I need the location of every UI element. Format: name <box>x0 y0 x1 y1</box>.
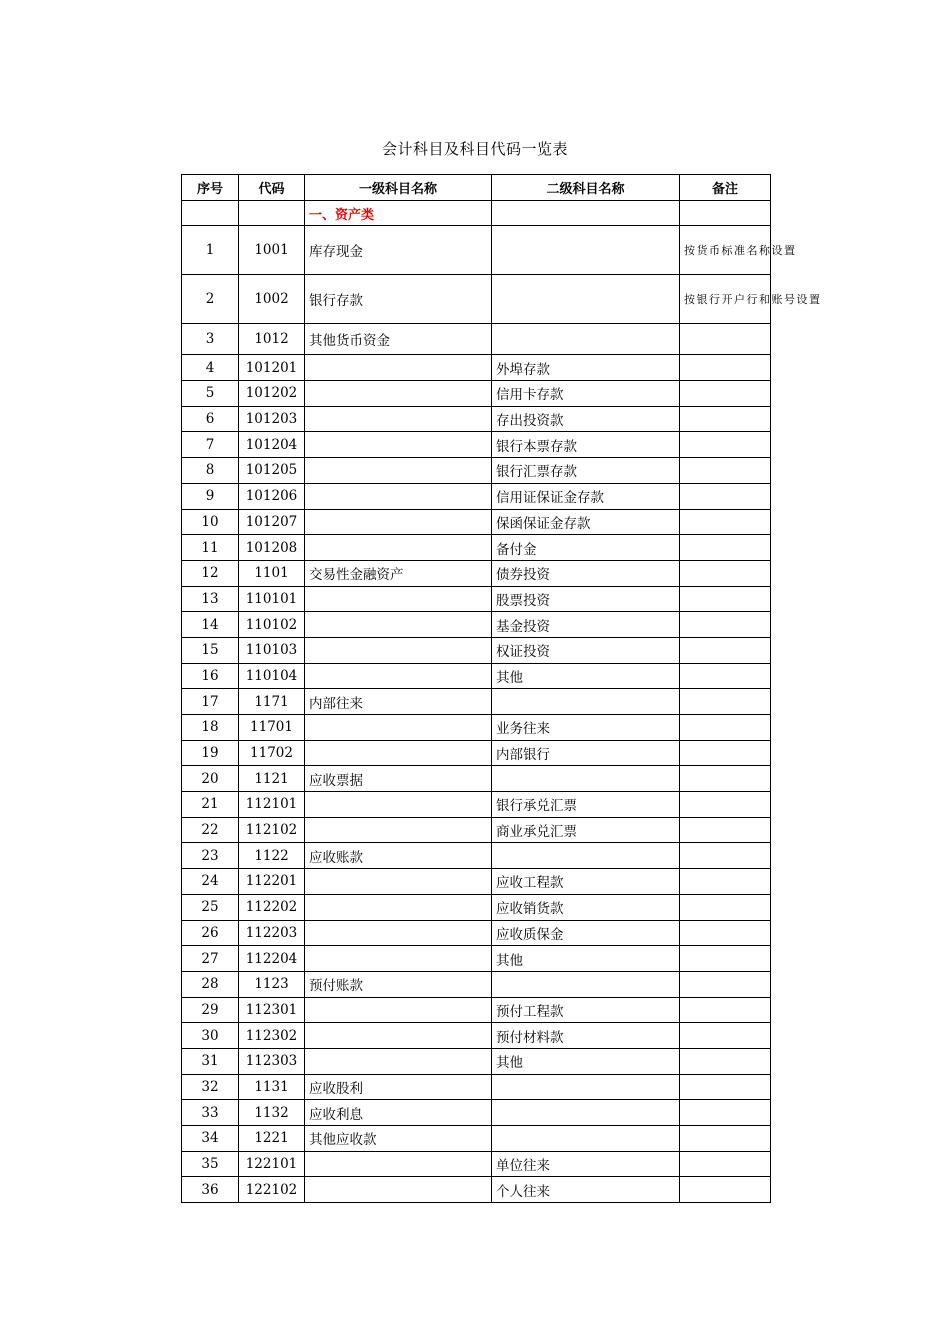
table-row <box>182 740 771 766</box>
table-row <box>182 586 771 612</box>
level1-account-name: 交易性金融资产 <box>305 560 492 586</box>
remarks <box>680 792 771 818</box>
table-row <box>182 894 771 920</box>
table-row <box>182 971 771 997</box>
account-code: 11702 <box>239 740 305 766</box>
level2-account-name <box>492 275 680 324</box>
level1-account-name: 库存现金 <box>305 226 492 275</box>
remarks <box>680 1100 771 1126</box>
remarks <box>680 766 771 792</box>
level2-account-name: 应收工程款 <box>492 869 680 895</box>
header-no: 序号 <box>182 175 239 201</box>
level2-account-name: 备付金 <box>492 535 680 561</box>
row-number: 30 <box>182 1023 239 1049</box>
account-code: 1001 <box>239 226 305 275</box>
account-code: 101208 <box>239 535 305 561</box>
row-number: 36 <box>182 1177 239 1203</box>
account-code: 110101 <box>239 586 305 612</box>
table-row <box>182 381 771 407</box>
level2-account-name: 基金投资 <box>492 612 680 638</box>
remarks <box>680 1023 771 1049</box>
table-row <box>182 817 771 843</box>
remarks <box>680 483 771 509</box>
section-no-cell <box>182 200 239 226</box>
account-code: 1171 <box>239 689 305 715</box>
account-code: 112202 <box>239 894 305 920</box>
level1-account-name <box>305 920 492 946</box>
row-number: 35 <box>182 1151 239 1177</box>
table-row <box>182 997 771 1023</box>
level2-account-name: 其他 <box>492 1048 680 1074</box>
account-code-table <box>181 174 822 1203</box>
account-code: 112301 <box>239 997 305 1023</box>
level1-account-name <box>305 946 492 972</box>
section-label: 一、资产类 <box>305 200 492 226</box>
level2-account-name: 保函保证金存款 <box>492 509 680 535</box>
header-level2-name: 二级科目名称 <box>492 175 680 201</box>
remarks <box>680 560 771 586</box>
remarks <box>680 843 771 869</box>
account-code: 1131 <box>239 1074 305 1100</box>
level1-account-name <box>305 869 492 895</box>
level1-account-name <box>305 894 492 920</box>
level2-account-name <box>492 843 680 869</box>
level2-account-name <box>492 1126 680 1152</box>
account-code: 112204 <box>239 946 305 972</box>
remarks <box>680 740 771 766</box>
account-code: 1012 <box>239 324 305 355</box>
table-header-row <box>182 175 771 201</box>
level2-account-name: 银行承兑汇票 <box>492 792 680 818</box>
table-row <box>182 637 771 663</box>
remarks <box>680 946 771 972</box>
table-row <box>182 324 771 355</box>
level1-account-name: 应收利息 <box>305 1100 492 1126</box>
remarks <box>680 920 771 946</box>
level1-account-name <box>305 586 492 612</box>
row-number: 24 <box>182 869 239 895</box>
level2-account-name: 内部银行 <box>492 740 680 766</box>
level2-account-name: 信用卡存款 <box>492 381 680 407</box>
table-row <box>182 535 771 561</box>
level1-account-name: 其他应收款 <box>305 1126 492 1152</box>
table-row <box>182 355 771 381</box>
document-title: 会计科目及科目代码一览表 <box>381 140 568 158</box>
remarks <box>680 1074 771 1100</box>
account-code: 110103 <box>239 637 305 663</box>
row-number: 19 <box>182 740 239 766</box>
table-row <box>182 843 771 869</box>
account-code: 112303 <box>239 1048 305 1074</box>
remarks <box>680 612 771 638</box>
remarks <box>680 381 771 407</box>
account-code: 122102 <box>239 1177 305 1203</box>
table-row <box>182 869 771 895</box>
level2-account-name: 业务往来 <box>492 715 680 741</box>
level1-account-name: 银行存款 <box>305 275 492 324</box>
row-number: 10 <box>182 509 239 535</box>
table-row <box>182 612 771 638</box>
account-code: 1132 <box>239 1100 305 1126</box>
row-number: 21 <box>182 792 239 818</box>
table-row <box>182 275 771 324</box>
level2-account-name: 其他 <box>492 663 680 689</box>
level1-account-name: 应收票据 <box>305 766 492 792</box>
level2-account-name: 商业承兑汇票 <box>492 817 680 843</box>
account-code: 1121 <box>239 766 305 792</box>
header-code: 代码 <box>239 175 305 201</box>
level1-account-name <box>305 1023 492 1049</box>
table-row <box>182 1100 771 1126</box>
level2-account-name <box>492 689 680 715</box>
remarks <box>680 324 771 355</box>
remarks <box>680 869 771 895</box>
row-number: 9 <box>182 483 239 509</box>
account-code: 101204 <box>239 432 305 458</box>
remarks <box>680 1177 771 1203</box>
account-code: 101202 <box>239 381 305 407</box>
level1-account-name <box>305 663 492 689</box>
level2-account-name: 股票投资 <box>492 586 680 612</box>
level1-account-name: 应收账款 <box>305 843 492 869</box>
level1-account-name <box>305 997 492 1023</box>
row-number: 12 <box>182 560 239 586</box>
level1-account-name <box>305 355 492 381</box>
level1-account-name <box>305 432 492 458</box>
account-code: 1101 <box>239 560 305 586</box>
row-number: 18 <box>182 715 239 741</box>
level1-account-name <box>305 637 492 663</box>
row-number: 26 <box>182 920 239 946</box>
row-number: 23 <box>182 843 239 869</box>
account-code: 101206 <box>239 483 305 509</box>
level2-account-name: 银行汇票存款 <box>492 458 680 484</box>
table-row <box>182 663 771 689</box>
account-code: 112203 <box>239 920 305 946</box>
level2-account-name <box>492 766 680 792</box>
level2-account-name: 应收质保金 <box>492 920 680 946</box>
level1-account-name <box>305 792 492 818</box>
table-row <box>182 432 771 458</box>
level2-account-name: 债券投资 <box>492 560 680 586</box>
table-row <box>182 1177 771 1203</box>
table-row <box>182 689 771 715</box>
row-number: 20 <box>182 766 239 792</box>
account-code: 1123 <box>239 971 305 997</box>
table-row <box>182 1048 771 1074</box>
level2-account-name: 单位往来 <box>492 1151 680 1177</box>
row-number: 29 <box>182 997 239 1023</box>
row-number: 11 <box>182 535 239 561</box>
level2-account-name: 银行本票存款 <box>492 432 680 458</box>
table-row <box>182 1074 771 1100</box>
row-number: 5 <box>182 381 239 407</box>
level1-account-name <box>305 381 492 407</box>
account-code: 110102 <box>239 612 305 638</box>
account-code: 112201 <box>239 869 305 895</box>
level1-account-name: 其他货币资金 <box>305 324 492 355</box>
account-code: 112102 <box>239 817 305 843</box>
level1-account-name <box>305 817 492 843</box>
table-row <box>182 226 771 275</box>
level1-account-name: 应收股利 <box>305 1074 492 1100</box>
row-number: 34 <box>182 1126 239 1152</box>
table-row <box>182 920 771 946</box>
remarks <box>680 817 771 843</box>
row-number: 28 <box>182 971 239 997</box>
level2-account-name: 预付工程款 <box>492 997 680 1023</box>
account-code: 101203 <box>239 406 305 432</box>
row-number: 33 <box>182 1100 239 1126</box>
level2-account-name: 权证投资 <box>492 637 680 663</box>
level1-account-name <box>305 406 492 432</box>
row-number: 1 <box>182 226 239 275</box>
remarks <box>680 535 771 561</box>
remarks <box>680 715 771 741</box>
header-remarks: 备注 <box>680 175 771 201</box>
section-code-cell <box>239 200 305 226</box>
level1-account-name <box>305 483 492 509</box>
section-row <box>182 200 771 226</box>
row-number: 25 <box>182 894 239 920</box>
table-row <box>182 766 771 792</box>
level2-account-name <box>492 1074 680 1100</box>
remarks <box>680 894 771 920</box>
row-number: 27 <box>182 946 239 972</box>
table-row <box>182 1151 771 1177</box>
level2-account-name <box>492 971 680 997</box>
remarks: 按货币标准名称设置 <box>680 226 771 275</box>
account-code: 1122 <box>239 843 305 869</box>
row-number: 8 <box>182 458 239 484</box>
table-row <box>182 715 771 741</box>
account-code: 112101 <box>239 792 305 818</box>
row-number: 6 <box>182 406 239 432</box>
table-row <box>182 483 771 509</box>
row-number: 22 <box>182 817 239 843</box>
row-number: 13 <box>182 586 239 612</box>
account-code: 101207 <box>239 509 305 535</box>
row-number: 17 <box>182 689 239 715</box>
table-row <box>182 509 771 535</box>
remarks <box>680 1151 771 1177</box>
level2-account-name: 应收销货款 <box>492 894 680 920</box>
section-remarks-cell <box>680 200 771 226</box>
level1-account-name <box>305 740 492 766</box>
section-level2-cell <box>492 200 680 226</box>
remarks <box>680 406 771 432</box>
remarks <box>680 1048 771 1074</box>
account-code: 1221 <box>239 1126 305 1152</box>
level2-account-name: 外埠存款 <box>492 355 680 381</box>
row-number: 2 <box>182 275 239 324</box>
level2-account-name: 信用证保证金存款 <box>492 483 680 509</box>
level1-account-name <box>305 458 492 484</box>
remarks <box>680 997 771 1023</box>
remarks <box>680 663 771 689</box>
level2-account-name <box>492 324 680 355</box>
level1-account-name <box>305 509 492 535</box>
account-code: 110104 <box>239 663 305 689</box>
header-level1-name: 一级科目名称 <box>305 175 492 201</box>
remarks <box>680 355 771 381</box>
level2-account-name <box>492 226 680 275</box>
row-number: 3 <box>182 324 239 355</box>
row-number: 16 <box>182 663 239 689</box>
row-number: 7 <box>182 432 239 458</box>
remarks <box>680 432 771 458</box>
account-code: 101201 <box>239 355 305 381</box>
row-number: 4 <box>182 355 239 381</box>
level1-account-name <box>305 715 492 741</box>
remarks <box>680 458 771 484</box>
level1-account-name <box>305 535 492 561</box>
table-row <box>182 946 771 972</box>
account-code: 112302 <box>239 1023 305 1049</box>
row-number: 15 <box>182 637 239 663</box>
table-row <box>182 1023 771 1049</box>
level2-account-name: 存出投资款 <box>492 406 680 432</box>
table-row <box>182 406 771 432</box>
level2-account-name <box>492 1100 680 1126</box>
remarks <box>680 1126 771 1152</box>
row-number: 32 <box>182 1074 239 1100</box>
table-row <box>182 458 771 484</box>
remarks <box>680 971 771 997</box>
level2-account-name: 其他 <box>492 946 680 972</box>
table-row <box>182 1126 771 1152</box>
account-code: 1002 <box>239 275 305 324</box>
level1-account-name <box>305 612 492 638</box>
row-number: 14 <box>182 612 239 638</box>
level1-account-name <box>305 1177 492 1203</box>
remarks <box>680 586 771 612</box>
account-code: 101205 <box>239 458 305 484</box>
row-number: 31 <box>182 1048 239 1074</box>
account-code: 122101 <box>239 1151 305 1177</box>
remarks <box>680 637 771 663</box>
account-code: 11701 <box>239 715 305 741</box>
remarks <box>680 509 771 535</box>
remarks <box>680 689 771 715</box>
table-row <box>182 560 771 586</box>
remarks: 按银行开户行和账号设置 <box>680 275 771 324</box>
level1-account-name <box>305 1151 492 1177</box>
level1-account-name: 内部往来 <box>305 689 492 715</box>
level2-account-name: 预付材料款 <box>492 1023 680 1049</box>
level2-account-name: 个人往来 <box>492 1177 680 1203</box>
table-row <box>182 792 771 818</box>
level1-account-name <box>305 1048 492 1074</box>
level1-account-name: 预付账款 <box>305 971 492 997</box>
